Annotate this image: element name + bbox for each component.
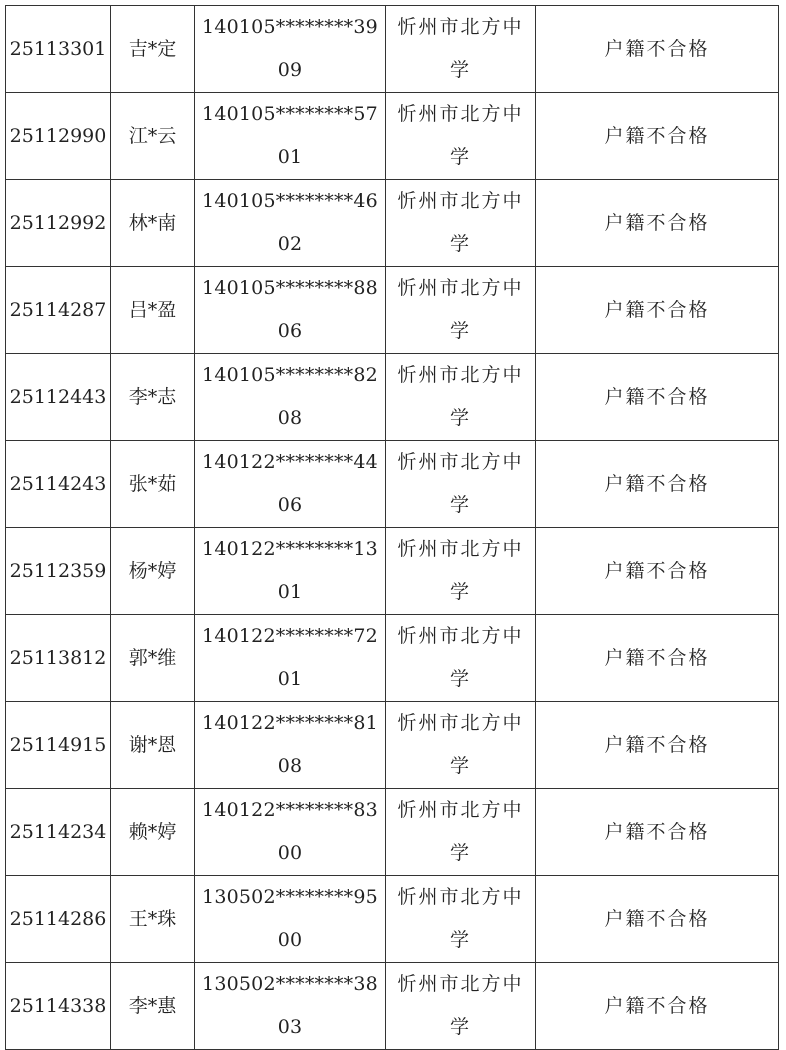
reason-cell	[536, 702, 779, 789]
student-name: 吉*定	[128, 37, 177, 60]
school-line-2: 学	[449, 929, 471, 951]
table-row	[6, 6, 779, 93]
id-card-line-2: 01	[277, 668, 303, 690]
school-cell	[386, 876, 536, 963]
reason-text: 户籍不合格	[604, 298, 710, 321]
id-card-line-1: 140105********46	[202, 190, 378, 212]
student-id: 25112359	[9, 559, 107, 582]
student-name-cell	[111, 6, 195, 93]
id-card-line-2: 09	[277, 59, 303, 81]
reason-cell	[536, 963, 779, 1050]
reason-text: 户籍不合格	[604, 385, 710, 408]
student-name: 张*茹	[128, 472, 177, 495]
id-card-cell	[195, 93, 386, 180]
school-line-2: 学	[449, 1016, 471, 1038]
student-name: 李*惠	[128, 994, 177, 1017]
school-line-1: 忻州市北方中	[397, 538, 524, 560]
reason-cell	[536, 6, 779, 93]
id-card-line-2: 03	[277, 1016, 303, 1038]
id-card-line-2: 06	[277, 494, 303, 516]
reason-cell	[536, 267, 779, 354]
reason-cell	[536, 876, 779, 963]
reason-text: 户籍不合格	[604, 124, 710, 147]
reason-text: 户籍不合格	[604, 820, 710, 843]
student-name: 谢*恩	[128, 733, 177, 756]
student-id: 25112990	[9, 124, 107, 147]
school-line-2: 学	[449, 494, 471, 516]
student-name-cell	[111, 180, 195, 267]
id-card-line-1: 140122********81	[202, 712, 378, 734]
school-line-2: 学	[449, 407, 471, 429]
student-id-cell	[6, 702, 111, 789]
school-cell	[386, 789, 536, 876]
student-table	[5, 5, 779, 1050]
table-row	[6, 963, 779, 1050]
school-line-1: 忻州市北方中	[397, 451, 524, 473]
school-line-2: 学	[449, 668, 471, 690]
school-cell	[386, 702, 536, 789]
school-cell	[386, 6, 536, 93]
student-id-cell	[6, 963, 111, 1050]
table-row	[6, 615, 779, 702]
id-card-line-1: 140122********72	[202, 625, 378, 647]
table-row	[6, 876, 779, 963]
id-card-cell	[195, 354, 386, 441]
school-line-2: 学	[449, 320, 471, 342]
student-name: 江*云	[128, 124, 177, 147]
student-id-cell	[6, 789, 111, 876]
student-id: 25114338	[9, 994, 107, 1017]
id-card-line-1: 140122********83	[202, 799, 378, 821]
id-card-line-2: 01	[277, 146, 303, 168]
student-id-cell	[6, 6, 111, 93]
school-line-2: 学	[449, 842, 471, 864]
school-line-1: 忻州市北方中	[397, 103, 524, 125]
reason-cell	[536, 354, 779, 441]
school-line-1: 忻州市北方中	[397, 712, 524, 734]
student-id: 25112992	[9, 211, 107, 234]
school-cell	[386, 180, 536, 267]
school-cell	[386, 93, 536, 180]
reason-text: 户籍不合格	[604, 994, 710, 1017]
id-card-cell	[195, 963, 386, 1050]
school-cell	[386, 354, 536, 441]
reason-text: 户籍不合格	[604, 907, 710, 930]
student-id-cell	[6, 267, 111, 354]
id-card-cell	[195, 876, 386, 963]
student-name-cell	[111, 876, 195, 963]
id-card-cell	[195, 789, 386, 876]
student-id: 25112443	[9, 385, 107, 408]
school-cell	[386, 963, 536, 1050]
student-name-cell	[111, 267, 195, 354]
reason-text: 户籍不合格	[604, 559, 710, 582]
id-card-line-1: 140105********39	[202, 16, 378, 38]
student-id: 25114915	[9, 733, 107, 756]
id-card-cell	[195, 441, 386, 528]
table-row	[6, 441, 779, 528]
id-card-cell	[195, 615, 386, 702]
table-row	[6, 702, 779, 789]
table-row	[6, 267, 779, 354]
school-line-1: 忻州市北方中	[397, 364, 524, 386]
reason-cell	[536, 441, 779, 528]
student-id-cell	[6, 180, 111, 267]
id-card-line-1: 140105********82	[202, 364, 378, 386]
school-cell	[386, 615, 536, 702]
id-card-cell	[195, 267, 386, 354]
table-row	[6, 180, 779, 267]
school-line-1: 忻州市北方中	[397, 625, 524, 647]
id-card-line-2: 02	[277, 233, 303, 255]
id-card-line-1: 130502********38	[202, 973, 378, 995]
reason-cell	[536, 528, 779, 615]
student-id-cell	[6, 441, 111, 528]
student-name-cell	[111, 354, 195, 441]
student-name-cell	[111, 93, 195, 180]
id-card-line-2: 00	[277, 929, 303, 951]
school-line-2: 学	[449, 233, 471, 255]
student-id: 25114286	[9, 907, 107, 930]
id-card-cell	[195, 180, 386, 267]
school-line-2: 学	[449, 146, 471, 168]
id-card-line-2: 08	[277, 407, 303, 429]
student-name-cell	[111, 615, 195, 702]
id-card-line-1: 140105********57	[202, 103, 378, 125]
table-row	[6, 354, 779, 441]
id-card-line-1: 140105********88	[202, 277, 378, 299]
school-line-2: 学	[449, 581, 471, 603]
reason-cell	[536, 615, 779, 702]
school-cell	[386, 267, 536, 354]
id-card-line-2: 06	[277, 320, 303, 342]
table-body	[6, 6, 779, 1050]
document-sheet	[5, 5, 778, 1050]
id-card-cell	[195, 528, 386, 615]
reason-text: 户籍不合格	[604, 211, 710, 234]
student-name: 郭*维	[128, 646, 177, 669]
student-id-cell	[6, 354, 111, 441]
reason-text: 户籍不合格	[604, 646, 710, 669]
id-card-line-1: 130502********95	[202, 886, 378, 908]
student-name: 王*珠	[128, 907, 177, 930]
student-name: 赖*婷	[128, 820, 177, 843]
student-name-cell	[111, 702, 195, 789]
id-card-cell	[195, 702, 386, 789]
id-card-line-2: 01	[277, 581, 303, 603]
student-id: 25114234	[9, 820, 107, 843]
student-id: 25114243	[9, 472, 107, 495]
school-line-1: 忻州市北方中	[397, 973, 524, 995]
school-line-1: 忻州市北方中	[397, 190, 524, 212]
school-line-1: 忻州市北方中	[397, 886, 524, 908]
school-cell	[386, 441, 536, 528]
table-row	[6, 528, 779, 615]
student-name-cell	[111, 528, 195, 615]
reason-text: 户籍不合格	[604, 37, 710, 60]
student-id: 25113812	[9, 646, 107, 669]
student-id: 25114287	[9, 298, 107, 321]
id-card-line-2: 08	[277, 755, 303, 777]
school-line-1: 忻州市北方中	[397, 799, 524, 821]
student-name: 杨*婷	[128, 559, 177, 582]
student-id-cell	[6, 93, 111, 180]
student-id-cell	[6, 615, 111, 702]
school-cell	[386, 528, 536, 615]
id-card-line-1: 140122********13	[202, 538, 378, 560]
id-card-cell	[195, 6, 386, 93]
student-id-cell	[6, 876, 111, 963]
student-name-cell	[111, 441, 195, 528]
table-row	[6, 789, 779, 876]
reason-cell	[536, 180, 779, 267]
school-line-1: 忻州市北方中	[397, 277, 524, 299]
student-name: 林*南	[128, 211, 177, 234]
reason-text: 户籍不合格	[604, 472, 710, 495]
student-id: 25113301	[9, 37, 107, 60]
reason-cell	[536, 93, 779, 180]
student-id-cell	[6, 528, 111, 615]
school-line-2: 学	[449, 755, 471, 777]
reason-cell	[536, 789, 779, 876]
id-card-line-1: 140122********44	[202, 451, 378, 473]
student-name: 吕*盈	[128, 298, 177, 321]
student-name-cell	[111, 963, 195, 1050]
school-line-2: 学	[449, 59, 471, 81]
id-card-line-2: 00	[277, 842, 303, 864]
reason-text: 户籍不合格	[604, 733, 710, 756]
student-name-cell	[111, 789, 195, 876]
school-line-1: 忻州市北方中	[397, 16, 524, 38]
student-name: 李*志	[128, 385, 177, 408]
table-row	[6, 93, 779, 180]
